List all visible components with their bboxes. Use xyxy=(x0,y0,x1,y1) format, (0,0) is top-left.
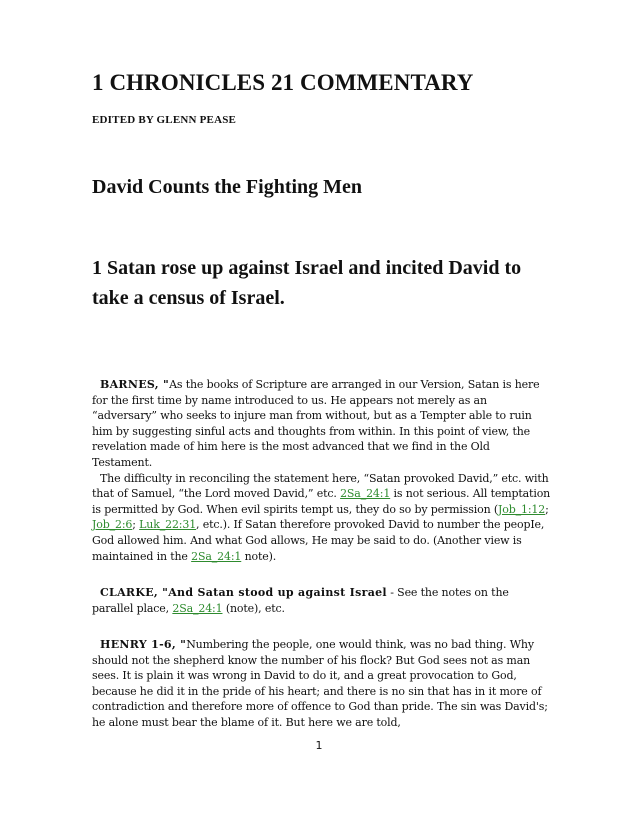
barnes-text: is not serious. All temptation is permitted by God. When evil spirits tempt us, they do so by permission ( xyxy=(92,487,551,516)
barnes-text: The difficulty in reconciling the statement here, “Satan provoked David,” etc. with that of Samuel, “the Lord moved David,” etc. xyxy=(92,471,549,501)
barnes-paragraph-1 xyxy=(92,377,552,471)
scripture-reference-link[interactable]: 2Sa_24:1 xyxy=(172,601,223,615)
clarke-paragraph xyxy=(92,585,552,616)
page-number: 1 xyxy=(315,739,323,752)
clarke-commentary xyxy=(92,585,552,616)
separator: ; xyxy=(132,518,140,532)
barnes-text: note). xyxy=(241,549,277,563)
clarke-heading: And Satan stood up against Israel xyxy=(168,586,387,599)
commentator-name: HENRY 1-6, " xyxy=(100,638,187,651)
scripture-reference-link[interactable]: Job_2:6 xyxy=(92,518,133,532)
section-title: David Counts the Fighting Men xyxy=(92,176,363,198)
scripture-reference-link[interactable]: Job_1:12 xyxy=(498,502,546,516)
scripture-reference-link[interactable]: Luk_22:31 xyxy=(139,518,197,532)
scripture-reference-link[interactable]: 2Sa_24:1 xyxy=(191,549,242,563)
henry-text: Numbering the people, one would think, was no bad thing. Why should not the shepherd know the number of his flock? But God sees not as man sees. It is plain it was wrong in David to do it, and a great provocation to God, because he did it in the pride of his heart; and there is no sin that has in it more of contradiction and therefore more of offence to God than pride. The sin was David's; he alone must bear the blame of it. But here we are told, xyxy=(92,638,548,729)
scripture-reference-link[interactable]: 2Sa_24:1 xyxy=(340,487,391,501)
barnes-paragraph-2 xyxy=(92,471,552,565)
commentator-name: BARNES, " xyxy=(100,378,170,391)
clarke-text: - See the notes on the parallel place, xyxy=(92,586,509,615)
clarke-text: (note), etc. xyxy=(222,601,285,615)
separator: ; xyxy=(545,502,549,516)
verse-heading: 1 Satan rose up against Israel and incited David to take a census of Israel. xyxy=(92,257,522,309)
barnes-commentary xyxy=(92,377,552,564)
henry-commentary xyxy=(92,637,552,731)
henry-paragraph xyxy=(92,637,552,731)
barnes-text: , etc.). If Satan therefore provoked David to number the peopIe, God allowed him. And what God allows, He may be said to do. (Another view is maintained in the xyxy=(92,518,545,563)
document-title: 1 CHRONICLES 21 COMMENTARY xyxy=(92,70,474,95)
editor-credit: EDITED BY GLENN PEASE xyxy=(92,114,237,126)
commentator-name: CLARKE, " xyxy=(100,586,169,599)
barnes-text: As the books of Scripture are arranged in our Version, Satan is here for the first time by name introduced to us. He appears not merely as an “adversary” who seeks to injure man from without, but as a Tempter able to ruin him by suggesting sinful acts and thoughts from within. In this point of view, the revelation made of him here is the most advanced that we find in the Old Testament. xyxy=(92,378,540,469)
